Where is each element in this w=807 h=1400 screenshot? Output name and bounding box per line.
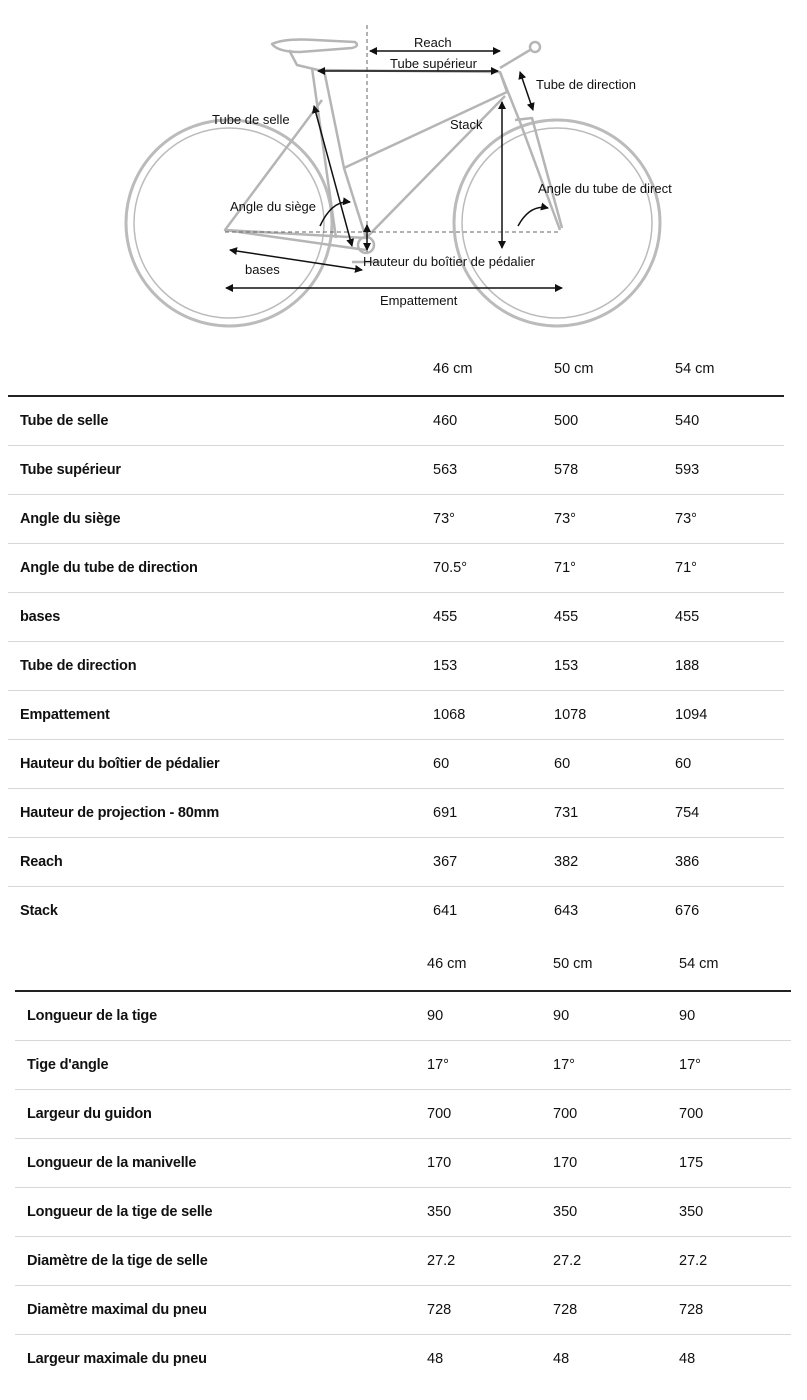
row-label: Angle du siège	[8, 495, 433, 544]
row-label: Stack	[20, 903, 58, 919]
row-label: Reach	[8, 838, 433, 887]
row-value: 188	[675, 642, 784, 691]
row-value: 455	[554, 593, 675, 642]
table-row	[8, 789, 784, 838]
row-value: 500	[554, 396, 675, 446]
table-row	[15, 1041, 791, 1090]
row-label: Largeur maximale du pneu	[27, 1351, 207, 1367]
row-label: Empattement	[8, 691, 433, 740]
row-value: 455	[675, 593, 784, 642]
row-value: 48	[427, 1351, 444, 1367]
row-value: 386	[675, 838, 784, 887]
table-row	[15, 1139, 791, 1188]
geometry-header-empty	[8, 343, 433, 396]
row-label: Longueur de la manivelle	[15, 1139, 427, 1188]
row-value: 1094	[675, 691, 784, 740]
label-wheelbase: Empattement	[380, 293, 458, 308]
row-value: 676	[675, 903, 700, 919]
geometry-table	[8, 343, 784, 935]
row-value: 367	[433, 838, 554, 887]
row-value: 175	[679, 1139, 791, 1188]
row-value: 700	[679, 1090, 791, 1139]
row-value: 170	[427, 1139, 553, 1188]
row-value: 70.5°	[433, 544, 554, 593]
row-value: 27.2	[427, 1237, 553, 1286]
row-value: 48	[679, 1351, 696, 1367]
components-header-row	[15, 938, 791, 991]
table-row	[8, 544, 784, 593]
row-value: 73°	[675, 495, 784, 544]
row-value: 90	[679, 991, 791, 1041]
row-value: 60	[554, 740, 675, 789]
row-value: 60	[675, 740, 784, 789]
row-label: Tube de selle	[8, 396, 433, 446]
size-header: 46 cm	[433, 343, 554, 396]
table-row	[8, 593, 784, 642]
table-row	[8, 446, 784, 495]
row-label: bases	[8, 593, 433, 642]
geometry-header-row	[8, 343, 784, 396]
row-value: 460	[433, 396, 554, 446]
label-head-angle: Angle du tube de direct	[538, 181, 672, 196]
row-value: 48	[553, 1351, 570, 1367]
row-value: 593	[675, 446, 784, 495]
size-header: 50 cm	[553, 938, 679, 991]
row-value: 60	[433, 740, 554, 789]
row-value: 728	[553, 1286, 679, 1335]
components-header-empty	[15, 938, 427, 991]
row-value: 90	[553, 991, 679, 1041]
row-value: 17°	[679, 1041, 791, 1090]
row-value: 728	[427, 1286, 553, 1335]
row-label: Tige d'angle	[15, 1041, 427, 1090]
row-value: 700	[427, 1090, 553, 1139]
row-value: 643	[554, 903, 579, 919]
row-value: 563	[433, 446, 554, 495]
label-seat-tube: Tube de selle	[212, 112, 290, 127]
size-header: 54 cm	[679, 938, 791, 991]
measurement-arrows	[226, 51, 562, 288]
table-row	[15, 1237, 791, 1286]
row-value: 153	[433, 642, 554, 691]
label-seat-angle: Angle du siège	[230, 199, 317, 214]
row-value: 350	[679, 1188, 791, 1237]
table-row	[15, 1188, 791, 1237]
row-value: 1068	[433, 691, 554, 740]
size-header: 54 cm	[675, 343, 784, 396]
row-value: 382	[554, 838, 675, 887]
row-value: 1078	[554, 691, 675, 740]
row-label: Hauteur de projection - 80mm	[8, 789, 433, 838]
label-stack: Stack	[450, 117, 483, 132]
row-value: 71°	[675, 544, 784, 593]
row-value: 90	[427, 991, 553, 1041]
row-value: 700	[553, 1090, 679, 1139]
table-row	[8, 495, 784, 544]
table-row	[8, 691, 784, 740]
row-value: 728	[679, 1286, 791, 1335]
table-row	[15, 1335, 791, 1384]
row-label: Longueur de la tige	[15, 991, 427, 1041]
row-value: 754	[675, 789, 784, 838]
table-row	[15, 1286, 791, 1335]
row-value: 455	[433, 593, 554, 642]
bike-geometry-diagram	[0, 0, 807, 340]
row-label: Largeur du guidon	[15, 1090, 427, 1139]
row-value: 73°	[554, 495, 675, 544]
table-row	[8, 838, 784, 887]
row-value: 731	[554, 789, 675, 838]
label-bb-height: Hauteur du boîtier de pédalier	[363, 254, 536, 269]
row-value: 71°	[554, 544, 675, 593]
bike-frame	[225, 40, 562, 263]
label-reach: Reach	[414, 35, 452, 50]
row-value: 641	[433, 903, 458, 919]
label-chainstays: bases	[245, 262, 280, 277]
row-value: 27.2	[553, 1237, 679, 1286]
components-table	[15, 938, 791, 1383]
row-label: Tube de direction	[8, 642, 433, 691]
table-row	[8, 740, 784, 789]
table-row	[15, 991, 791, 1041]
row-label: Angle du tube de direction	[8, 544, 433, 593]
row-value: 170	[553, 1139, 679, 1188]
table-row	[8, 642, 784, 691]
table-row	[15, 1090, 791, 1139]
label-top-tube: Tube supérieur	[390, 56, 477, 71]
row-value: 350	[553, 1188, 679, 1237]
row-value: 691	[433, 789, 554, 838]
row-label: Longueur de la tige de selle	[15, 1188, 427, 1237]
row-value: 153	[554, 642, 675, 691]
row-value: 350	[427, 1188, 553, 1237]
row-label: Diamètre de la tige de selle	[15, 1237, 427, 1286]
size-header: 50 cm	[554, 343, 675, 396]
label-head-tube: Tube de direction	[536, 77, 636, 92]
size-header: 46 cm	[427, 938, 553, 991]
row-value: 27.2	[679, 1237, 791, 1286]
row-label: Diamètre maximal du pneu	[15, 1286, 427, 1335]
table-row	[8, 396, 784, 446]
row-value: 578	[554, 446, 675, 495]
row-value: 540	[675, 396, 784, 446]
row-label: Hauteur du boîtier de pédalier	[8, 740, 433, 789]
row-value: 73°	[433, 495, 554, 544]
row-label: Tube supérieur	[8, 446, 433, 495]
table-row	[8, 887, 784, 936]
row-value: 17°	[427, 1041, 553, 1090]
row-value: 17°	[553, 1041, 679, 1090]
